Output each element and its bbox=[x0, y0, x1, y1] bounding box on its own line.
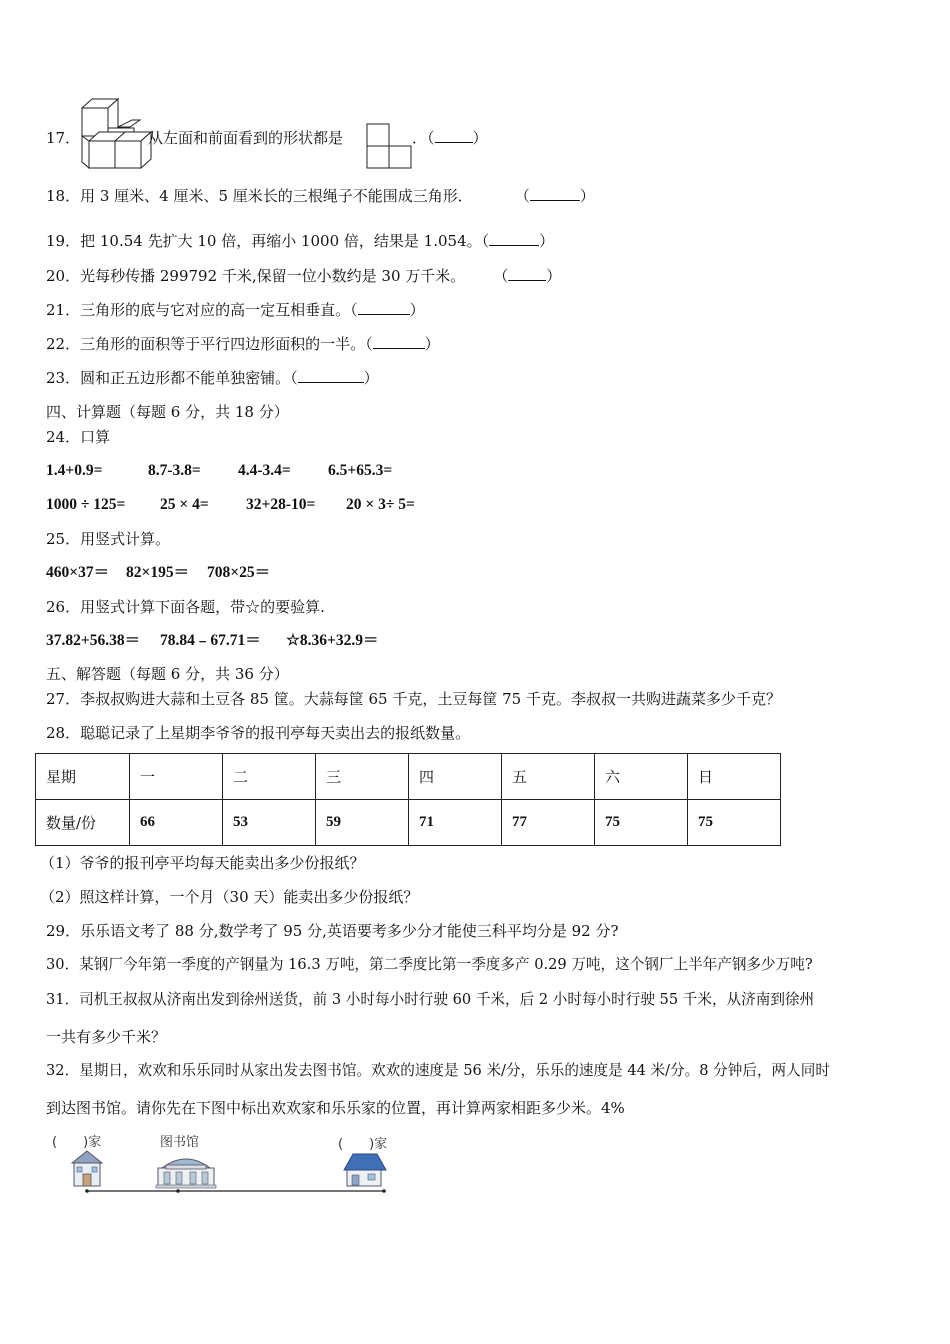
table-cell: 三 bbox=[316, 754, 409, 800]
answer-blank[interactable] bbox=[530, 186, 580, 201]
question-20: 20．光每秒传播 299792 千米,保留一位小数约是 30 万千米。 （ ） bbox=[46, 267, 562, 285]
library-icon bbox=[156, 1159, 216, 1188]
question-17-answer: ．（ ） bbox=[412, 129, 488, 147]
question-29: 29．乐乐语文考了 88 分,数学考了 95 分,英语要考多少分才能使三科平均分是 92 分? bbox=[46, 922, 619, 940]
question-30: 30．某钢厂今年第一季度的产钢量为 16.3 万吨，第二季度比第一季度多产 0.29 万吨，这个钢厂上半年产钢多少万吨? bbox=[46, 956, 813, 973]
table-cell: 53 bbox=[223, 800, 316, 846]
question-25-title: 25．用竖式计算。 bbox=[46, 530, 171, 548]
newspaper-sales-table bbox=[35, 753, 781, 846]
question-31-line-1: 31．司机王叔叔从济南出发到徐州送货，前 3 小时每小时行驶 60 千米，后 2 小时每小时行驶 55 千米，从济南到徐州 bbox=[46, 991, 815, 1008]
question-22: 22．三角形的面积等于平行四边形面积的一半。（ ） bbox=[46, 335, 440, 353]
view-shape-figure bbox=[366, 123, 414, 171]
question-27: 27．李叔叔购进大蒜和土豆各 85 筐。大蒜每筐 65 千克，土豆每筐 75 千克。李叔叔一共购进蔬菜多少千克？ bbox=[46, 690, 781, 708]
question-32-line-1: 32．星期日，欢欢和乐乐同时从家出发去图书馆。欢欢的速度是 56 米/分，乐乐的速度是 44 米/分。8 分钟后，两人同时 bbox=[46, 1062, 830, 1079]
left-home-label: ( )家 bbox=[52, 1135, 102, 1150]
table-cell: 星期 bbox=[36, 754, 130, 800]
table-cell: 六 bbox=[595, 754, 688, 800]
table-cell: 71 bbox=[409, 800, 502, 846]
question-24-title: 24．口算 bbox=[46, 428, 111, 446]
question-24-row-2: 1000 ÷ 125= 25 × 4= 32+28-10= 20 × 3÷ 5= bbox=[46, 496, 415, 513]
cube-stack-figure bbox=[74, 96, 152, 170]
table-row bbox=[36, 800, 781, 846]
answer-blank[interactable] bbox=[373, 334, 425, 349]
question-25-items: 460×37＝ 82×195＝ 708×25＝ bbox=[46, 564, 271, 581]
question-32-line-2: 到达图书馆。请你先在下图中标出欢欢家和乐乐家的位置，再计算两家相距多少米。4% bbox=[46, 1099, 625, 1117]
table-cell: 75 bbox=[688, 800, 781, 846]
question-31-line-2: 一共有多少千米？ bbox=[46, 1028, 167, 1046]
right-house-icon bbox=[344, 1154, 386, 1186]
table-cell: 77 bbox=[502, 800, 595, 846]
question-18: 18．用 3 厘米、4 厘米、5 厘米长的三根绳子不能围成三角形． （ ） bbox=[46, 187, 595, 205]
table-cell: 数量/份 bbox=[36, 800, 130, 846]
table-cell: 日 bbox=[688, 754, 781, 800]
route-diagram bbox=[66, 1148, 396, 1200]
table-cell: 66 bbox=[130, 800, 223, 846]
table-header-row bbox=[36, 754, 781, 800]
question-24-row-1: 1.4+0.9= 8.7-3.8= 4.4-3.4= 6.5+65.3= bbox=[46, 462, 393, 479]
library-label: 图书馆 bbox=[160, 1135, 200, 1150]
section-heading-4: 四、计算题（每题 6 分，共 18 分） bbox=[46, 403, 289, 421]
answer-blank[interactable] bbox=[508, 266, 546, 281]
question-28-title: 28．聪聪记录了上星期李爷爷的报刊亭每天卖出去的报纸数量。 bbox=[46, 724, 471, 742]
right-home-label: ( )家 bbox=[338, 1137, 388, 1152]
question-number: 17． bbox=[46, 129, 81, 147]
question-17-text: 从左面和前面看到的形状都是 bbox=[148, 129, 344, 147]
question-28-sub-1: （1）爷爷的报刊亭平均每天能卖出多少份报纸？ bbox=[40, 854, 365, 872]
table-cell: 75 bbox=[595, 800, 688, 846]
question-23: 23．圆和正五边形都不能单独密铺。（ ） bbox=[46, 369, 379, 387]
answer-blank[interactable] bbox=[298, 368, 364, 383]
answer-blank[interactable] bbox=[435, 128, 473, 143]
answer-blank[interactable] bbox=[489, 231, 539, 246]
table-cell: 四 bbox=[409, 754, 502, 800]
answer-blank[interactable] bbox=[358, 300, 410, 315]
question-26-items: 37.82+56.38＝ 78.84﹣67.71＝ ☆8.36+32.9＝ bbox=[46, 632, 379, 649]
question-21: 21．三角形的底与它对应的高一定互相垂直。（ ） bbox=[46, 301, 425, 319]
table-cell: 一 bbox=[130, 754, 223, 800]
left-house-icon bbox=[72, 1151, 102, 1186]
table-cell: 五 bbox=[502, 754, 595, 800]
section-heading-5: 五、解答题（每题 6 分，共 36 分） bbox=[46, 665, 289, 683]
question-26-title: 26．用竖式计算下面各题，带☆的要验算. bbox=[46, 598, 325, 616]
table-cell: 二 bbox=[223, 754, 316, 800]
question-19: 19．把 10.54 先扩大 10 倍，再缩小 1000 倍，结果是 1.054。（ ） bbox=[46, 232, 555, 250]
question-28-sub-2: （2）照这样计算，一个月（30 天）能卖出多少份报纸？ bbox=[40, 888, 419, 906]
table-cell: 59 bbox=[316, 800, 409, 846]
